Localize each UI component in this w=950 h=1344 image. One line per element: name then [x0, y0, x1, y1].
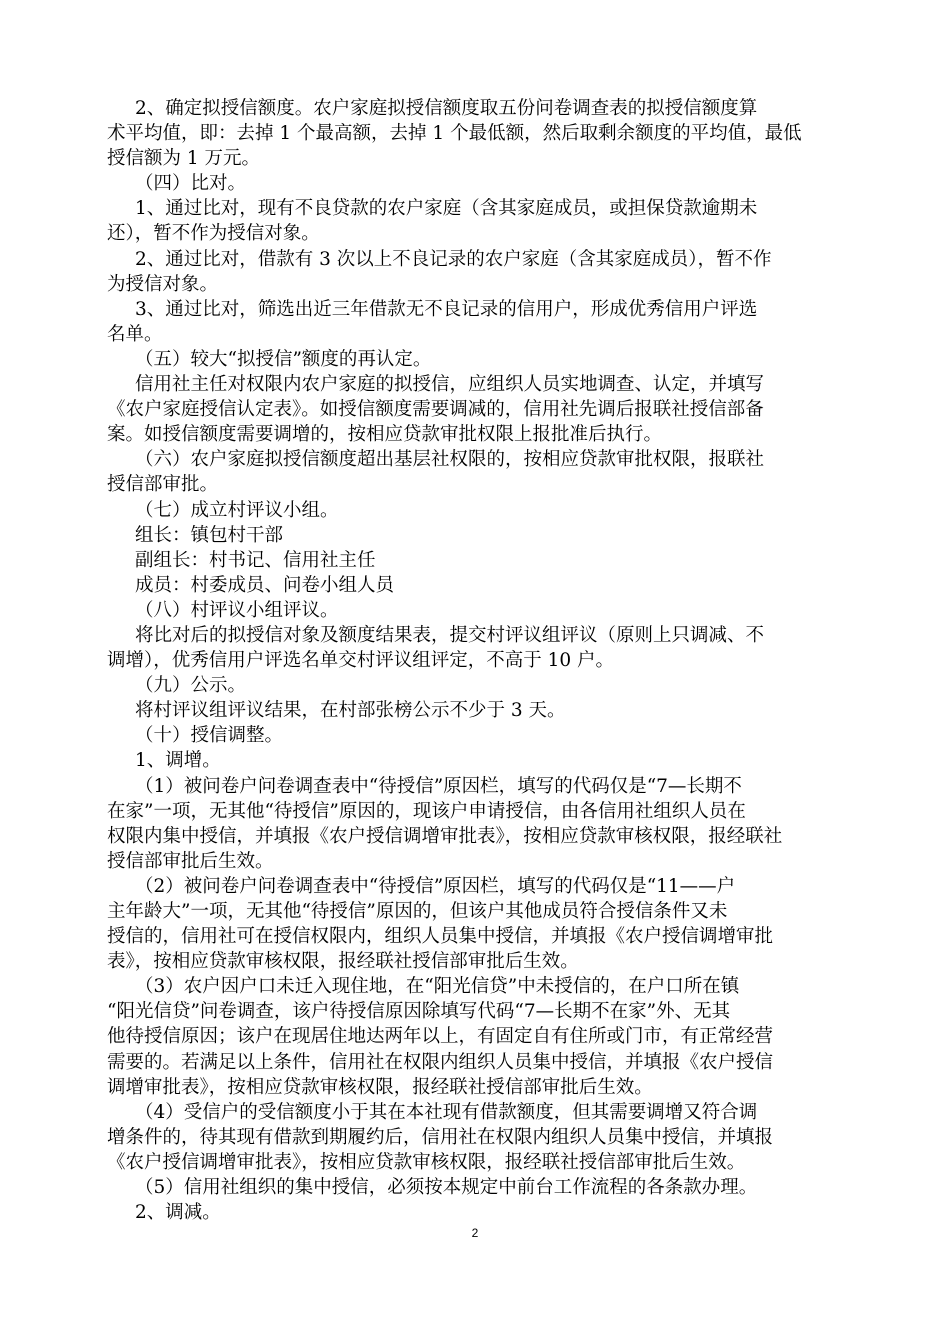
paragraph-line: 术平均值，即：去掉 1 个最高额，去掉 1 个最低额，然后取剩余额度的平均值，最低 — [107, 123, 802, 145]
paragraph-line: 他待授信原因；该户在现居住地达两年以上，有固定自有住所或门市，有正常经营 — [107, 1026, 774, 1048]
page-number: 2 — [471, 1226, 479, 1240]
paragraph-line: 在家”一项，无其他“待授信”原因的，现该户申请授信，由各信用社组织人员在 — [107, 800, 746, 822]
paragraph-line: 为授信对象。 — [107, 273, 219, 295]
paragraph-line: 授信额为 1 万元。 — [107, 148, 261, 170]
section-heading: （四）比对。 — [135, 173, 247, 195]
paragraph-line: 权限内集中授信，并填报《农户授信调增审批表》，按相应贷款审核权限，报经联社 — [107, 825, 783, 847]
paragraph-line: （3）农户因户口未迁入现住地，在“阳光信贷”中未授信的，在户口所在镇 — [135, 976, 740, 998]
paragraph-line: 名单。 — [107, 323, 163, 345]
paragraph-line: “阳光信贷”问卷调查，该户待授信原因除填写代码“7—长期不在家”外、无其 — [107, 1001, 731, 1023]
paragraph-line: 主年龄大”一项，无其他“待授信”原因的，但该户其他成员符合授信条件又未 — [107, 901, 728, 922]
paragraph-line: 《农户家庭授信认定表》。如授信额度需要调减的，信用社先调后报联社授信部备 — [107, 399, 764, 421]
paragraph-line: 表》，按相应贷款审核权限，报经联社授信部审批后生效。 — [107, 951, 579, 973]
section-heading: （十）授信调整。 — [135, 725, 284, 747]
paragraph-line: （1）被问卷户问卷调查表中“待授信”原因栏，填写的代码仅是“7—长期不 — [135, 775, 742, 797]
section-heading: （八）村评议小组评议。 — [135, 599, 339, 621]
paragraph-line: 组长：镇包村干部 — [135, 524, 284, 546]
paragraph-line: 授信部审批。 — [107, 474, 219, 496]
paragraph-line: 调增审批表》，按相应贷款审核权限，报经联社授信部审批后生效。 — [107, 1076, 653, 1098]
paragraph-line: 3、通过比对，筛选出近三年借款无不良记录的信用户，形成优秀信用户评选 — [135, 298, 758, 320]
document-body — [107, 96, 870, 1225]
section-heading: （七）成立村评议小组。 — [135, 499, 339, 521]
paragraph-line: 案。如授信额度需要调增的，按相应贷款审批权限上报批准后执行。 — [107, 424, 663, 446]
paragraph-line: 《农户授信调增审批表》，按相应贷款审核权限，报经联社授信部审批后生效。 — [107, 1151, 746, 1173]
paragraph-line: （5）信用社组织的集中授信，必须按本规定中前台工作流程的各条款办理。 — [135, 1177, 758, 1199]
paragraph-line: 成员：村委成员、问卷小组人员 — [135, 574, 395, 596]
paragraph-line: 2、确定拟授信额度。农户家庭拟授信额度取五份问卷调查表的拟授信额度算 — [135, 98, 758, 119]
paragraph-line: 还），暂不作为授信对象。 — [107, 223, 320, 245]
section-heading: （五）较大“拟授信”额度的再认定。 — [135, 348, 432, 370]
paragraph-line: 需要的。若满足以上条件，信用社在权限内组织人员集中授信，并填报《农户授信 — [107, 1051, 774, 1073]
paragraph-line: 授信部审批后生效。 — [107, 850, 274, 872]
paragraph-line: 调增），优秀信用户评选名单交村评议组评定，不高于 10 户。 — [107, 650, 615, 672]
section-heading: （六）农户家庭拟授信额度超出基层社权限的，按相应贷款审批权限，报联社 — [135, 449, 765, 471]
paragraph-line: （2）被问卷户问卷调查表中“待授信”原因栏，填写的代码仅是“11——户 — [135, 875, 736, 897]
paragraph-line: 1、调增。 — [135, 750, 221, 772]
paragraph-line: 2、调减。 — [135, 1202, 221, 1224]
paragraph-line: 将比对后的拟授信对象及额度结果表，提交村评议组评议（原则上只调减、不 — [135, 624, 765, 646]
paragraph-line: 副组长：村书记、信用社主任 — [135, 549, 376, 571]
section-heading: （九）公示。 — [135, 675, 247, 697]
paragraph-line: （4）受信户的受信额度小于其在本社现有借款额度，但其需要调增又符合调 — [135, 1101, 758, 1123]
paragraph-line: 信用社主任对权限内农户家庭的拟授信，应组织人员实地调查、认定，并填写 — [135, 374, 765, 396]
paragraph-line: 1、通过比对，现有不良贷款的农户家庭（含其家庭成员，或担保贷款逾期未 — [135, 198, 758, 220]
paragraph-line: 授信的，信用社可在授信权限内，组织人员集中授信，并填报《农户授信调增审批 — [107, 926, 774, 948]
paragraph-line: 增条件的，待其现有借款到期履约后，信用社在权限内组织人员集中授信，并填报 — [107, 1126, 774, 1148]
paragraph-line: 将村评议组评议结果，在村部张榜公示不少于 3 天。 — [135, 700, 566, 722]
paragraph-line: 2、通过比对，借款有 3 次以上不良记录的农户家庭（含其家庭成员），暂不作 — [135, 248, 772, 270]
